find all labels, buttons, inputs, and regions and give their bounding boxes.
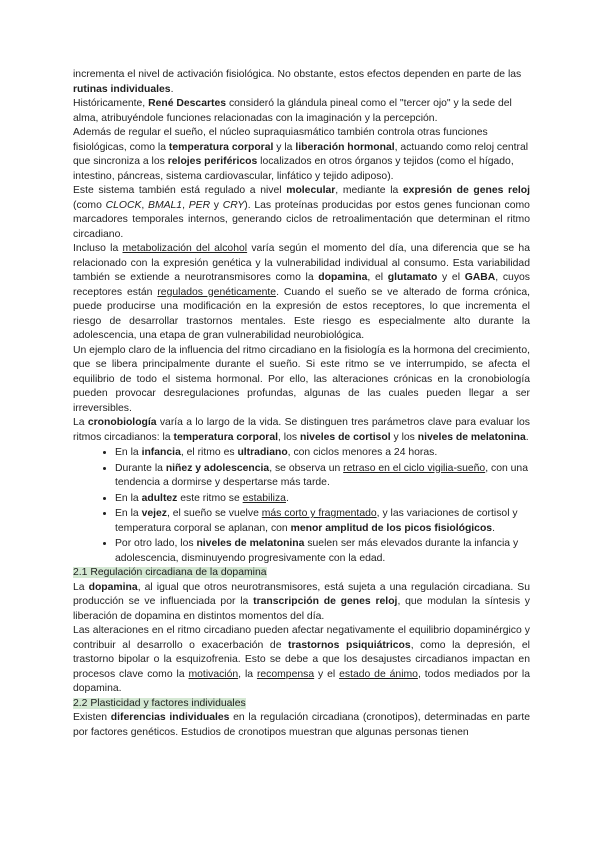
underlined-phrase: regulados genéticamente: [157, 286, 277, 298]
text-run: suelen ser más elevados durante la infancia y adolescencia, disminuyendo progresivamente con la edad.: [115, 538, 519, 564]
text-run: , el sueño se vuelve: [167, 508, 262, 519]
text-run: Las alteraciones en el ritmo circadiano pueden afectar negativamente el equilibrio dopaminérgico y contribuir al desarrollo o exacerbación de: [73, 625, 530, 651]
bold-term: niveles de melatonina: [417, 431, 526, 443]
paragraph: [73, 624, 530, 697]
underlined-phrase: estado de ánimo: [339, 668, 418, 680]
paragraph: [73, 581, 530, 625]
text-run: varía según el momento del día, una diferencia que se ha relacionado con la expresión genética y la vulnerabilidad individual al consumo. Esta variabilidad también se extiende a neurotransmisores como la: [73, 243, 530, 283]
text-run: En la: [115, 508, 142, 519]
bold-term: liberación hormonal: [295, 141, 395, 153]
text-run: , como la depresión, el trastorno bipolar o la esquizofrenia. Esto se debe a que los desajustes circadianos impactan en procesos clave como la: [73, 639, 530, 680]
gene-name: BMAL1: [148, 199, 183, 211]
bold-term: niveles de melatonina: [196, 538, 305, 549]
section-heading-text: 2.1 Regulación circadiana de la dopamina: [73, 567, 267, 578]
text-run: .: [492, 522, 495, 534]
section-heading: [73, 697, 530, 712]
list-item: [115, 506, 530, 536]
text-run: La: [73, 581, 89, 593]
paragraph: [73, 242, 530, 344]
text-run: ,: [182, 199, 189, 211]
text-run: Además de regular el sueño, el núcleo supraquiasmático también controla otras funciones fisiológicas, como la: [73, 127, 488, 153]
text-run: , todos mediados por la dopamina.: [73, 668, 530, 694]
bold-term: trastornos psiquiátricos: [288, 639, 411, 651]
paragraph: [73, 711, 530, 740]
text-run: Existen: [73, 712, 111, 723]
text-run: localizados en otros órganos y tejidos (como el hígado, intestino, páncreas, sistema cardiovascular, linfático y tejido adiposo).: [73, 156, 514, 182]
bold-term: adultez: [141, 492, 178, 504]
bold-term: René Descartes: [148, 98, 227, 109]
text-run: , con una tendencia a dormirse y despertarse más tarde.: [115, 462, 528, 488]
text-run: , y las variaciones de cortisol y temperatura corporal se aplanan, con: [115, 508, 518, 534]
text-run: En la: [115, 492, 142, 504]
list-item: [115, 445, 530, 461]
underlined-phrase: retraso en el ciclo vigilia-sueño: [343, 462, 486, 474]
bold-term: infancia: [141, 447, 181, 458]
section-heading-text: 2.2 Plasticidad y factores individuales: [73, 697, 246, 709]
paragraph: [73, 344, 530, 417]
text-run: (como: [73, 199, 106, 211]
text-run: Por otro lado, los: [115, 538, 197, 549]
text-run: incrementa el nivel de activación fisiológica. No obstante, estos efectos dependen en parte de las: [73, 69, 522, 80]
text-run: varía a lo largo de la vida. Se distinguen tres parámetros clave para evaluar los ritmos circadianos: la: [73, 417, 530, 443]
underlined-phrase: motivación: [188, 668, 239, 680]
list-item: [115, 491, 530, 507]
text-run: . Cuando el sueño se ve alterado de forma crónica, puede producirse una modificación en la expresión de estos receptores, lo que incrementa el riesgo de desarrollar trastornos mentales. Este riesgo es especialmente alto durante la adolescencia, una etapa de gran vulnerabilidad neurobiológica.: [73, 286, 530, 341]
text-run: ). Las proteínas producidas por estos genes funcionan como marcadores temporales internos, generando ciclos de retroalimentación que determinan el ritmo circadiano.: [73, 199, 530, 240]
bold-term: rutinas individuales: [73, 83, 171, 95]
paragraph: [73, 97, 530, 126]
paragraph: [73, 416, 530, 445]
text-run: , mediante la: [335, 185, 403, 196]
text-run: y la: [273, 141, 296, 153]
bold-term: GABA: [464, 272, 496, 283]
text-run: Este sistema también está regulado a nivel: [73, 185, 287, 196]
bold-term: relojes periféricos: [167, 156, 258, 167]
text-run: , cuyos receptores están: [73, 272, 531, 298]
text-run: ,: [141, 199, 149, 211]
gene-name: PER: [188, 199, 211, 211]
bold-term: niñez y adolescencia: [165, 462, 270, 474]
text-run: Históricamente,: [73, 98, 149, 109]
text-run: en la regulación circadiana (cronotipos), determinadas en parte por factores genéticos. Estudios de cronotipos muestran que algunas personas tienen: [73, 712, 530, 738]
text-run: este ritmo se: [177, 492, 243, 504]
bullet-list: [73, 445, 530, 566]
text-run: y el: [314, 668, 340, 680]
text-run: y los: [390, 431, 418, 443]
text-run: .: [170, 83, 174, 95]
text-run: y el: [437, 272, 465, 283]
text-run: Un ejemplo claro de la influencia del ritmo circadiano en la fisiología es la hormona del crecimiento, que se libera principalmente durante el sueño. Si este ritmo se ve interrumpido, se afecta el equilibrio de todo el sistema hormonal. Por ello, las alteraciones crónicas en la cronobiología pueden provocar desregulaciones profundas, algunas de las cuales pueden llegar a ser irreversibles.: [73, 344, 530, 414]
bold-term: temperatura corporal: [173, 431, 278, 443]
bold-term: molecular: [286, 185, 336, 196]
text-run: , el: [367, 272, 388, 283]
text-run: , que modulan la síntesis y liberación de dopamina en distintos momentos del día.: [73, 596, 530, 622]
text-run: , al igual que otros neurotransmisores, está sujeta a una regulación circadiana. Su producción se ve influenciada por la: [73, 581, 530, 607]
bold-term: diferencias individuales: [110, 712, 230, 723]
text-run: En la: [115, 447, 142, 458]
bold-term: niveles de cortisol: [299, 431, 391, 443]
paragraph: [73, 126, 530, 184]
paragraph: [73, 68, 530, 97]
underlined-phrase: estabiliza: [242, 492, 286, 504]
section-heading: [73, 566, 530, 581]
list-item: [115, 536, 530, 566]
text-run: , los: [278, 431, 300, 443]
text-run: La: [73, 417, 88, 428]
text-run: , con ciclos menores a 24 horas.: [287, 447, 438, 458]
bold-term: cronobiología: [87, 417, 157, 428]
text-run: .: [285, 492, 289, 504]
bold-term: glutamato: [387, 272, 438, 283]
text-run: , el ritmo es: [180, 447, 238, 458]
bold-term: expresión de genes reloj: [402, 185, 530, 196]
bold-term: vejez: [141, 508, 167, 519]
text-run: y: [210, 199, 223, 211]
bold-term: temperatura corporal: [168, 141, 274, 153]
text-run: Durante la: [115, 462, 166, 474]
text-run: , la: [238, 668, 257, 680]
text-run: .: [525, 431, 529, 443]
bold-term: menor amplitud de los picos fisiológicos: [290, 522, 493, 534]
list-item: [115, 461, 530, 491]
bold-term: dopamina: [318, 272, 368, 283]
underlined-phrase: recompensa: [256, 668, 315, 680]
bold-term: ultradiano: [237, 447, 288, 458]
underlined-phrase: metabolización del alcohol: [122, 243, 248, 254]
text-run: Incluso la: [73, 243, 123, 254]
bold-term: transcripción de genes reloj: [253, 596, 398, 607]
text-run: , actuando como reloj central que sincroniza a los: [73, 141, 529, 167]
gene-name: CLOCK: [105, 199, 142, 211]
paragraph: [73, 184, 530, 242]
bold-term: dopamina: [88, 581, 138, 593]
text-run: , se observa un: [269, 462, 344, 474]
underlined-phrase: más corto y fragmentado: [261, 508, 377, 519]
gene-name: CRY: [222, 199, 245, 211]
text-run: consideró la glándula pineal como el "tercer ojo" y la sede del alma, atribuyéndole funciones relacionadas con la imaginación y la percepción.: [73, 98, 512, 124]
